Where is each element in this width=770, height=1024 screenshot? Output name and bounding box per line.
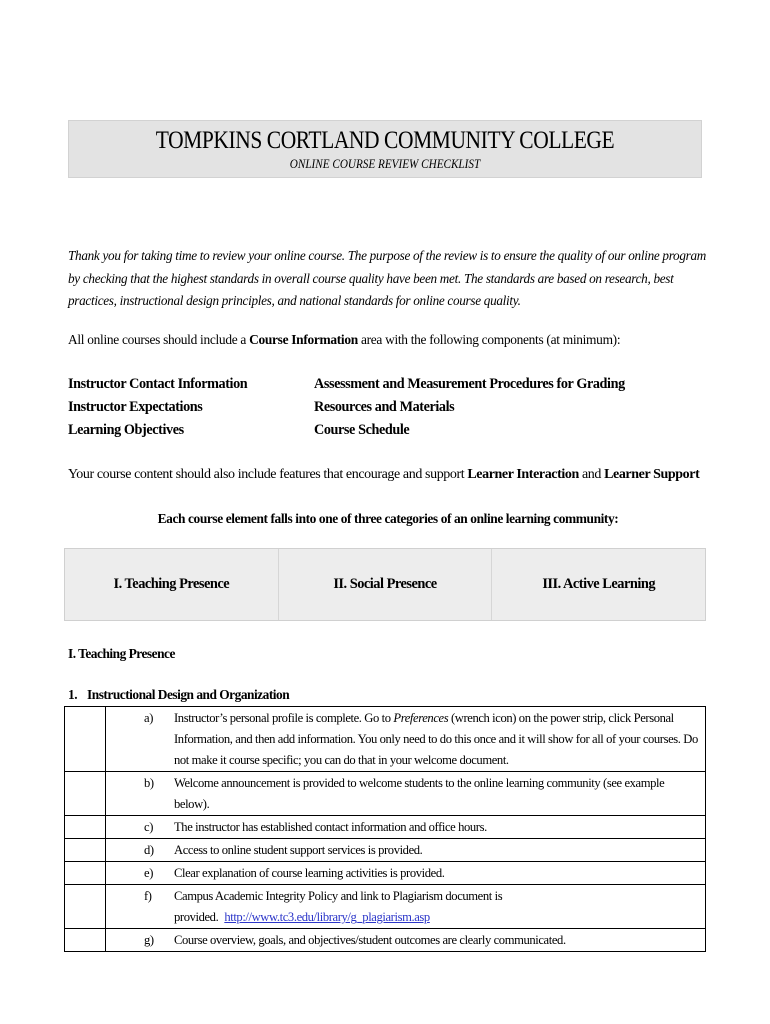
checklist-item: [106, 772, 706, 816]
item-text-part: Campus Academic Integrity Policy and link to Plagiarism document is provided.: [174, 889, 503, 924]
checkbox-cell[interactable]: [65, 707, 106, 772]
category-active-learning: III. Active Learning: [542, 576, 656, 592]
checklist-item: [106, 885, 706, 929]
item-text: Course overview, goals, and objectives/student outcomes are clearly communicated.: [174, 933, 566, 947]
checklist-item: [106, 816, 706, 839]
table-row: [65, 816, 706, 839]
component-item: Instructor Expectations: [68, 399, 203, 415]
category-social-presence: II. Social Presence: [279, 549, 493, 620]
item-text-part: (wrench icon) on the power strip, click Personal Information, and then add information. You only need to do this once and it will show for all of your courses. Do not make it course specific; you can do that in your welcome document.: [174, 711, 698, 767]
intro-paragraph: Thank you for taking time to review your online course. The purpose of the review is to ensure the quality of our online program by checking that the highest standards in overall course quality have been met. The standards are based on research, best practices, instructional design principles, and national standards for online course quality.: [68, 248, 706, 308]
course-information-bold: Course Information: [249, 332, 358, 347]
table-row: [65, 839, 706, 862]
checklist-item: [106, 862, 706, 885]
table-row: [65, 929, 706, 952]
features-line: [68, 465, 699, 485]
component-item: Instructor Contact Information: [68, 376, 248, 392]
checkbox-cell[interactable]: [65, 862, 106, 885]
checklist-item: [106, 929, 706, 952]
header-banner: [68, 120, 702, 178]
checkbox-cell[interactable]: [65, 816, 106, 839]
item-letter: f): [144, 889, 152, 903]
table-row: [65, 862, 706, 885]
plagiarism-link[interactable]: http://www.tc3.edu/library/g_plagiarism.asp: [224, 910, 430, 924]
section-title: I. Teaching Presence: [68, 646, 175, 661]
item-text: Access to online student support services is provided.: [174, 843, 423, 857]
component-item: Assessment and Measurement Procedures for Grading: [314, 376, 625, 392]
subsection-label: Instructional Design and Organization: [87, 687, 290, 702]
learner-interaction: Learner Interaction: [467, 467, 579, 482]
component-item: Learning Objectives: [68, 422, 184, 438]
components-right-column: [314, 373, 625, 442]
item-text-part: Instructor’s personal profile is complete. Go to: [174, 711, 394, 725]
components-left-column: [68, 373, 247, 442]
features-mid: and: [578, 467, 605, 482]
course-information-suffix: area with the following components (at minimum):: [357, 332, 621, 347]
table-row: [65, 772, 706, 816]
component-item: Course Schedule: [314, 422, 410, 438]
table-row: [65, 885, 706, 929]
course-information-prefix: All online courses should include a: [68, 332, 250, 347]
item-letter: c): [144, 820, 153, 834]
checklist-item: [106, 707, 706, 772]
course-information-line: [68, 330, 708, 350]
item-letter: a): [144, 711, 153, 725]
item-text: Welcome announcement is provided to welcome students to the online learning community (see example below).: [174, 776, 665, 811]
categories-table: [64, 548, 706, 621]
subsection-number: 1.: [68, 687, 78, 702]
item-text: Clear explanation of course learning activities is provided.: [174, 866, 445, 880]
document-subtitle: ONLINE COURSE REVIEW CHECKLIST: [289, 156, 481, 171]
features-prefix: Your course content should also include features that encourage and support: [68, 467, 468, 482]
checklist-item: [106, 839, 706, 862]
categories-heading: Each course element falls into one of three categories of an online learning community:: [157, 511, 619, 526]
item-text: The instructor has established contact information and office hours.: [174, 820, 487, 834]
item-letter: b): [144, 776, 154, 790]
item-letter: d): [144, 843, 154, 857]
checkbox-cell[interactable]: [65, 772, 106, 816]
item-letter: e): [144, 866, 153, 880]
learner-support: Learner Support: [604, 467, 700, 482]
category-teaching-presence: I. Teaching Presence: [65, 549, 279, 620]
item-text: [174, 708, 701, 771]
college-name: TOMPKINS CORTLAND COMMUNITY COLLEGE: [155, 127, 615, 154]
table-row: [65, 707, 706, 772]
checkbox-cell[interactable]: [65, 839, 106, 862]
checkbox-cell[interactable]: [65, 885, 106, 929]
subsection-title: [68, 686, 289, 704]
preferences-emphasis: Preferences: [393, 711, 449, 725]
checklist-table: [64, 706, 706, 952]
checkbox-cell[interactable]: [65, 929, 106, 952]
item-text: [174, 886, 701, 928]
component-item: Resources and Materials: [314, 399, 455, 415]
item-letter: g): [144, 933, 154, 947]
